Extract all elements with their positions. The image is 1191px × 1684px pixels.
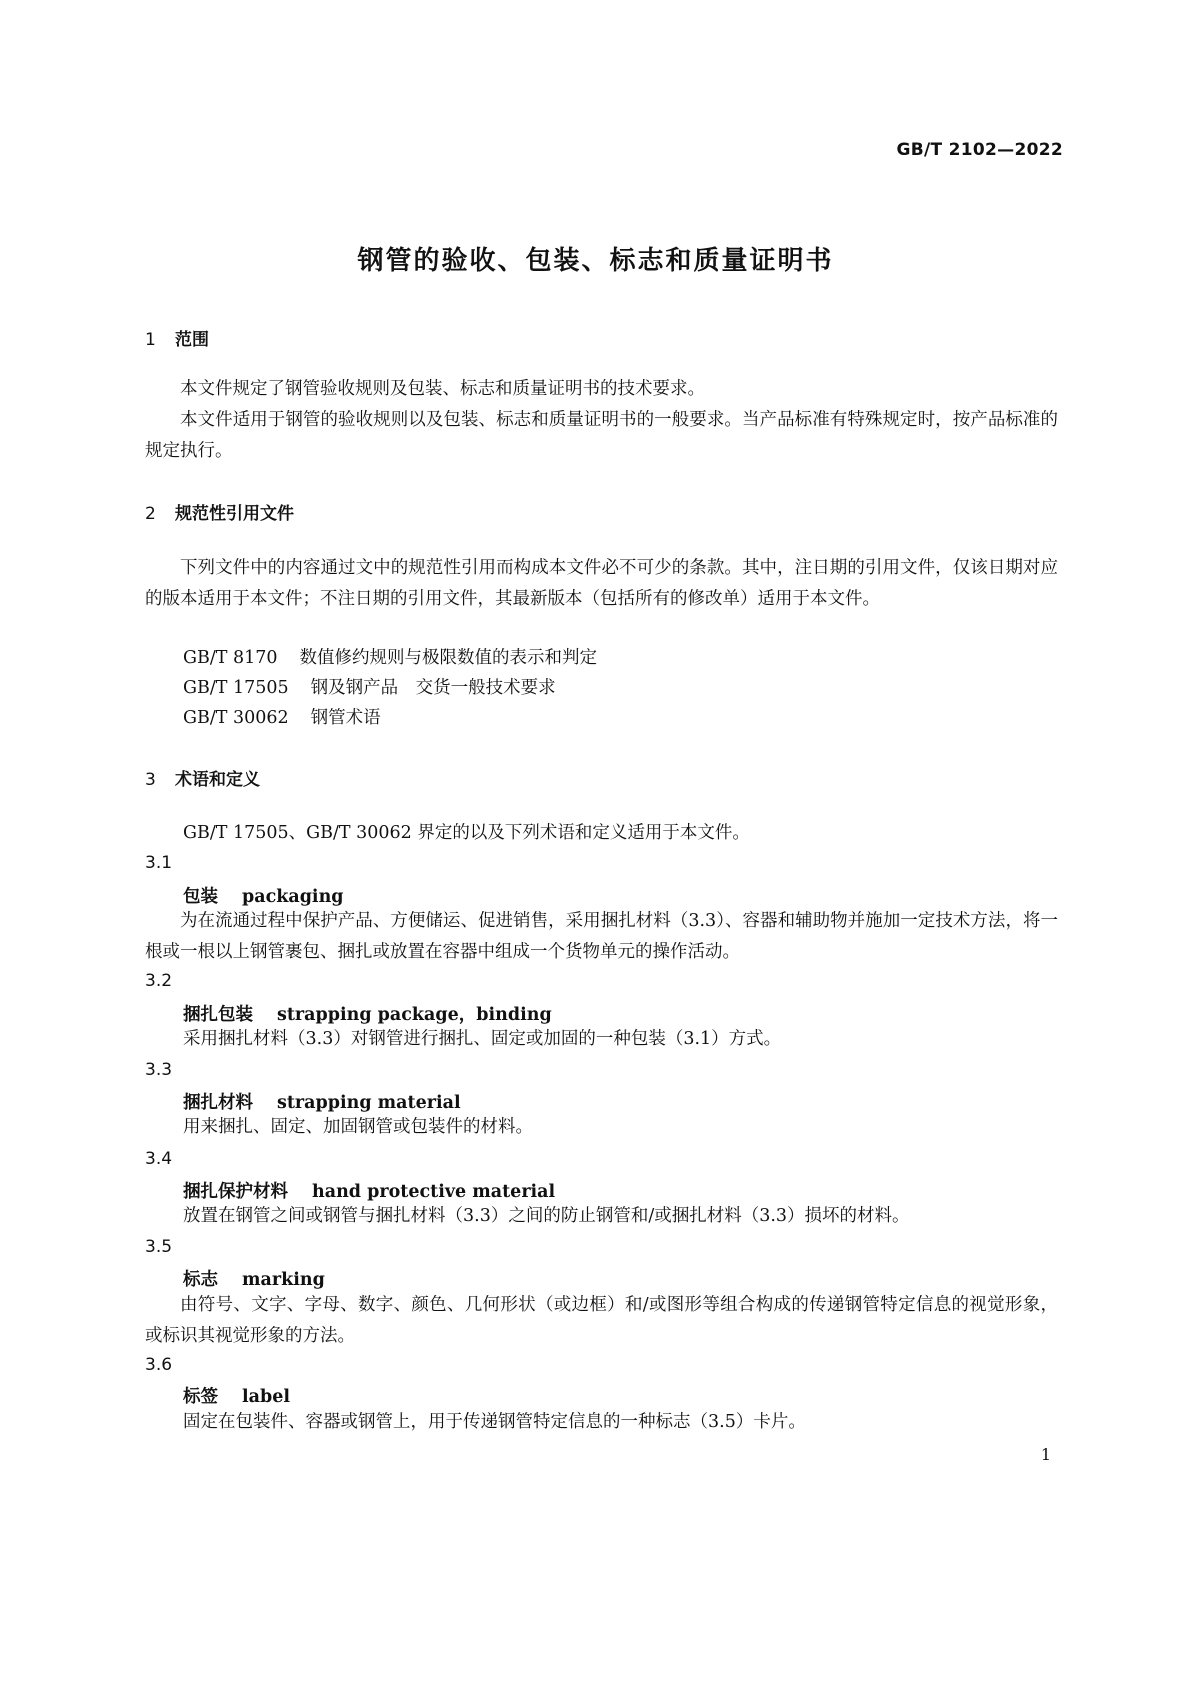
term-number: 3.5 — [145, 1237, 173, 1257]
section-number: 2 — [145, 504, 156, 524]
section-3-heading — [145, 765, 260, 790]
term-number: 3.6 — [145, 1355, 173, 1375]
paragraph: 本文件规定了钢管验收规则及包装、标志和质量证明书的技术要求。 — [180, 379, 705, 399]
term-heading — [183, 1178, 555, 1203]
standard-code: GB/T 2102—2022 — [896, 140, 1063, 160]
term-number: 3.4 — [145, 1149, 173, 1169]
term-name-cn: 包装 — [183, 887, 218, 907]
reference-title: 钢管术语 — [310, 708, 381, 728]
reference-entry — [183, 643, 597, 674]
term-heading — [183, 1001, 552, 1026]
term-name-en: strapping material — [277, 1093, 461, 1113]
reference-title: 数值修约规则与极限数值的表示和判定 — [299, 648, 598, 668]
reference-code: GB/T 8170 — [183, 648, 278, 668]
term-name-cn: 捆扎保护材料 — [183, 1182, 288, 1202]
term-heading — [183, 1266, 325, 1291]
term-name-cn: 捆扎材料 — [183, 1093, 253, 1113]
section-title: 范围 — [175, 330, 209, 350]
terms-intro: GB/T 17505、GB/T 30062 界定的以及下列术语和定义适用于本文件。 — [183, 823, 750, 843]
term-name-en: label — [242, 1387, 291, 1407]
reference-entry — [183, 703, 381, 734]
term-name-en: strapping package，binding — [277, 1005, 552, 1025]
term-number: 3.1 — [145, 853, 173, 873]
term-name-cn: 捆扎包装 — [183, 1005, 253, 1025]
term-name-en: marking — [242, 1270, 325, 1290]
term-heading — [183, 1383, 290, 1408]
term-definition: 为在流通过程中保护产品、方便储运、促进销售，采用捆扎材料（3.3）、容器和辅助物并施加一定技术方法，将一根或一根以上钢管裹包、捆扎或放置在容器中组成一个货物单元的操作活动。 — [145, 911, 1058, 962]
section-title: 规范性引用文件 — [175, 504, 294, 524]
term-heading — [183, 883, 344, 908]
term-number: 3.3 — [145, 1060, 173, 1080]
term-name-cn: 标签 — [183, 1387, 218, 1407]
reference-code: GB/T 30062 — [183, 708, 289, 728]
paragraph: 本文件适用于钢管的验收规则以及包装、标志和质量证明书的一般要求。当产品标准有特殊规定时，按产品标准的规定执行。 — [145, 410, 1058, 461]
section-title: 术语和定义 — [175, 770, 260, 790]
reference-title: 钢及钢产品 交货一般技术要求 — [310, 678, 556, 698]
term-definition: 固定在包装件、容器或钢管上，用于传递钢管特定信息的一种标志（3.5）卡片。 — [183, 1412, 806, 1432]
section-number: 1 — [145, 330, 156, 350]
document-title: 钢管的验收、包装、标志和质量证明书 — [357, 246, 834, 276]
term-heading — [183, 1089, 461, 1114]
term-name-en: packaging — [242, 887, 344, 907]
reference-entry — [183, 673, 556, 704]
term-definition: 采用捆扎材料（3.3）对钢管进行捆扎、固定或加固的一种包装（3.1）方式。 — [183, 1029, 782, 1049]
term-name-en: hand protective material — [312, 1182, 556, 1202]
term-definition: 由符号、文字、字母、数字、颜色、几何形状（或边框）和/或图形等组合构成的传递钢管特定信息的视觉形象，或标识其视觉形象的方法。 — [145, 1295, 1058, 1346]
term-definition: 用来捆扎、固定、加固钢管或包装件的材料。 — [183, 1117, 533, 1137]
section-number: 3 — [145, 770, 156, 790]
section-2-heading — [145, 499, 294, 524]
term-definition: 放置在钢管之间或钢管与捆扎材料（3.3）之间的防止钢管和/或捆扎材料（3.3）损坏的材料。 — [183, 1206, 910, 1226]
reference-code: GB/T 17505 — [183, 678, 289, 698]
section-1-heading — [145, 325, 209, 350]
page-number: 1 — [1040, 1445, 1051, 1464]
paragraph: 下列文件中的内容通过文中的规范性引用而构成本文件必不可少的条款。其中，注日期的引用文件，仅该日期对应的版本适用于本文件；不注日期的引用文件，其最新版本（包括所有的修改单）适用于本文件。 — [145, 558, 1058, 609]
term-name-cn: 标志 — [183, 1270, 218, 1290]
term-number: 3.2 — [145, 971, 173, 991]
